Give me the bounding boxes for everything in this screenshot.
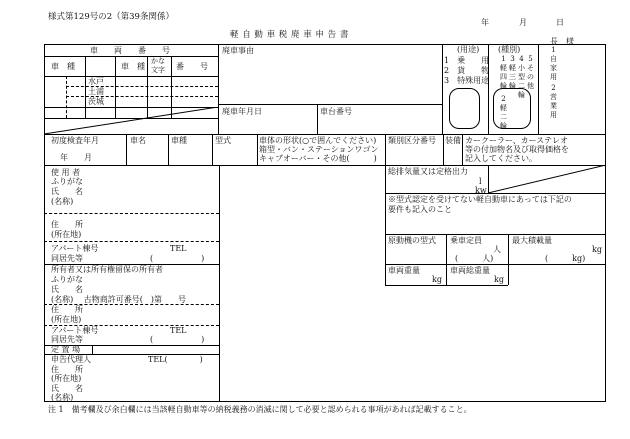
first-inspection-label: 初度検査年月: [51, 136, 99, 145]
usage-special: 3 特殊用途: [444, 76, 490, 85]
kind-col2: 2軽二輪: [500, 95, 507, 130]
user-name-label: 氏 名: [51, 187, 83, 196]
place-ibaraki: 茨城: [88, 97, 104, 106]
owner-kyodo-label: 同居先等: [51, 335, 83, 344]
storage-label: 定 置 場: [51, 345, 81, 354]
body-shape-line3: キャブオーバー・その他( ): [259, 154, 377, 163]
body-shape-line1: 車体の形状(○で囲んでください): [259, 136, 377, 145]
class-number-label: 類別区分番号: [388, 136, 436, 145]
max-load-label: 最大積載量: [512, 236, 552, 245]
year-month-label: 年 月: [60, 153, 92, 162]
displacement-unit-kw: kw: [475, 186, 487, 195]
capacity-unit: 人: [493, 245, 501, 254]
kind-col1: 1軽四輪: [500, 55, 507, 90]
displacement-unit-l: l: [479, 177, 482, 186]
usage-cargo: 2 貨 物: [444, 66, 490, 75]
equipment-note-3: 記入してください。: [465, 154, 537, 163]
kind-header: (種別): [498, 45, 521, 54]
vehicle-weight-unit: kg: [432, 275, 442, 284]
capacity-label: 乗車定員: [450, 236, 482, 245]
col-kana-label: かな文字: [151, 57, 165, 74]
date-day-label: 日: [556, 18, 564, 27]
owner-apartment-label: アパート棟号: [51, 326, 99, 335]
max-load-paren: ( kg): [545, 254, 586, 263]
user-kyodo-label: 同居先等: [51, 254, 83, 263]
user-address-sub: (所在地): [51, 230, 82, 239]
owner-name-sub: (名称) 古物商許可番号( )第 号: [51, 295, 187, 304]
equipment-label: 装備: [445, 136, 461, 145]
note1-line2: 要件も記入のこと: [388, 205, 452, 214]
agent-label: 申告代理人: [51, 355, 91, 364]
owner-address-sub: (所在地): [51, 315, 82, 324]
place-tsuchiura: 土浦: [88, 87, 104, 96]
agent-address-label: 住 所: [51, 365, 83, 374]
footer-note: 注 1 備考欄及び余白欄には当該軽自動車等の納税義務の消滅に関して必要と認められる事項があれば記載すること。: [48, 405, 472, 414]
equipment-note-2: 等の付加物名及び取得価格を: [465, 145, 569, 154]
kind-col3: 3軽三輪: [509, 55, 516, 90]
purpose-business: 2営業用: [550, 84, 557, 119]
agent-name-label: 氏 名: [51, 384, 83, 393]
note1-line1: ※型式認定を受けてない軽自動車にあっては下記の: [388, 195, 572, 204]
motor-type-label: 原動機の型式: [388, 236, 436, 245]
haisha-reason-label: 廃車事由: [222, 46, 254, 55]
owner-label: 所有者又は所有権留保の所有者: [51, 265, 163, 274]
purpose-private: 1自家用: [550, 46, 557, 81]
user-furigana-label: ふりがな: [51, 177, 83, 186]
owner-tel-label: TEL: [170, 326, 187, 335]
col-kind-label: 車 種: [51, 62, 75, 71]
gross-weight-unit: kg: [494, 275, 504, 284]
col-number-label: 番 号: [176, 62, 208, 71]
user-name-sub: (名称): [51, 197, 74, 206]
user-kyodo-paren: ( ): [150, 254, 205, 263]
equipment-note-1: カークーラー、カーステレオ: [465, 136, 568, 145]
user-address-label: 住 所: [51, 220, 83, 229]
vehicle-weight-label: 車両重量: [388, 266, 420, 275]
capacity-paren: ( 人): [455, 254, 494, 263]
diagonal-strike: [44, 107, 218, 134]
place-mito: 水戸: [88, 77, 104, 86]
form-number: 様式第129号の2（第39条関係）: [48, 12, 174, 22]
kind-col5: 5その他: [527, 55, 534, 90]
car-type-label: 車種: [171, 136, 187, 145]
owner-furigana-label: ふりがな: [51, 275, 83, 284]
user-tel-label: TEL: [170, 244, 187, 253]
max-load-unit: kg: [592, 245, 602, 254]
car-name-label: 車名: [130, 136, 146, 145]
gross-weight-label: 車両総重量: [450, 266, 490, 275]
col-kind2-label: 車 種: [121, 62, 145, 71]
date-year-label: 年: [481, 18, 489, 27]
owner-name-label: 氏 名: [51, 285, 83, 294]
user-apartment-label: アパート棟号: [51, 244, 99, 253]
kind-col4: 4小型二輪: [518, 55, 525, 99]
agent-name-sub: (名称): [51, 393, 74, 402]
owner-address-label: 住 所: [51, 305, 83, 314]
usage-passenger: 1 乗 用: [444, 56, 490, 65]
user-label: 使 用 者: [51, 168, 81, 177]
chassis-number-label: 車台番号: [320, 107, 352, 116]
kind-entry-box[interactable]: [493, 88, 531, 129]
displacement-label: 総排気量又は定格出力: [388, 167, 468, 176]
usage-header: (用途): [457, 45, 480, 54]
addressee: 長 様: [550, 37, 574, 46]
vehicle-number-header: 車 両 番 号: [90, 46, 170, 55]
haisha-date-label: 廃車年月日: [222, 107, 262, 116]
body-shape-line2: 箱型・バン・ステーションワゴン: [259, 145, 379, 154]
agent-address-sub: (所在地): [51, 374, 82, 383]
diagonal-strike-2: [488, 165, 606, 193]
usage-entry-box[interactable]: [449, 88, 480, 129]
date-month-label: 月: [519, 18, 527, 27]
document-title: 軽 自 動 車 税 廃 車 申 告 書: [230, 30, 349, 40]
model-label: 型式: [215, 136, 231, 145]
owner-kyodo-paren: ( ): [150, 335, 205, 344]
agent-tel-label: TEL( ): [148, 355, 203, 364]
